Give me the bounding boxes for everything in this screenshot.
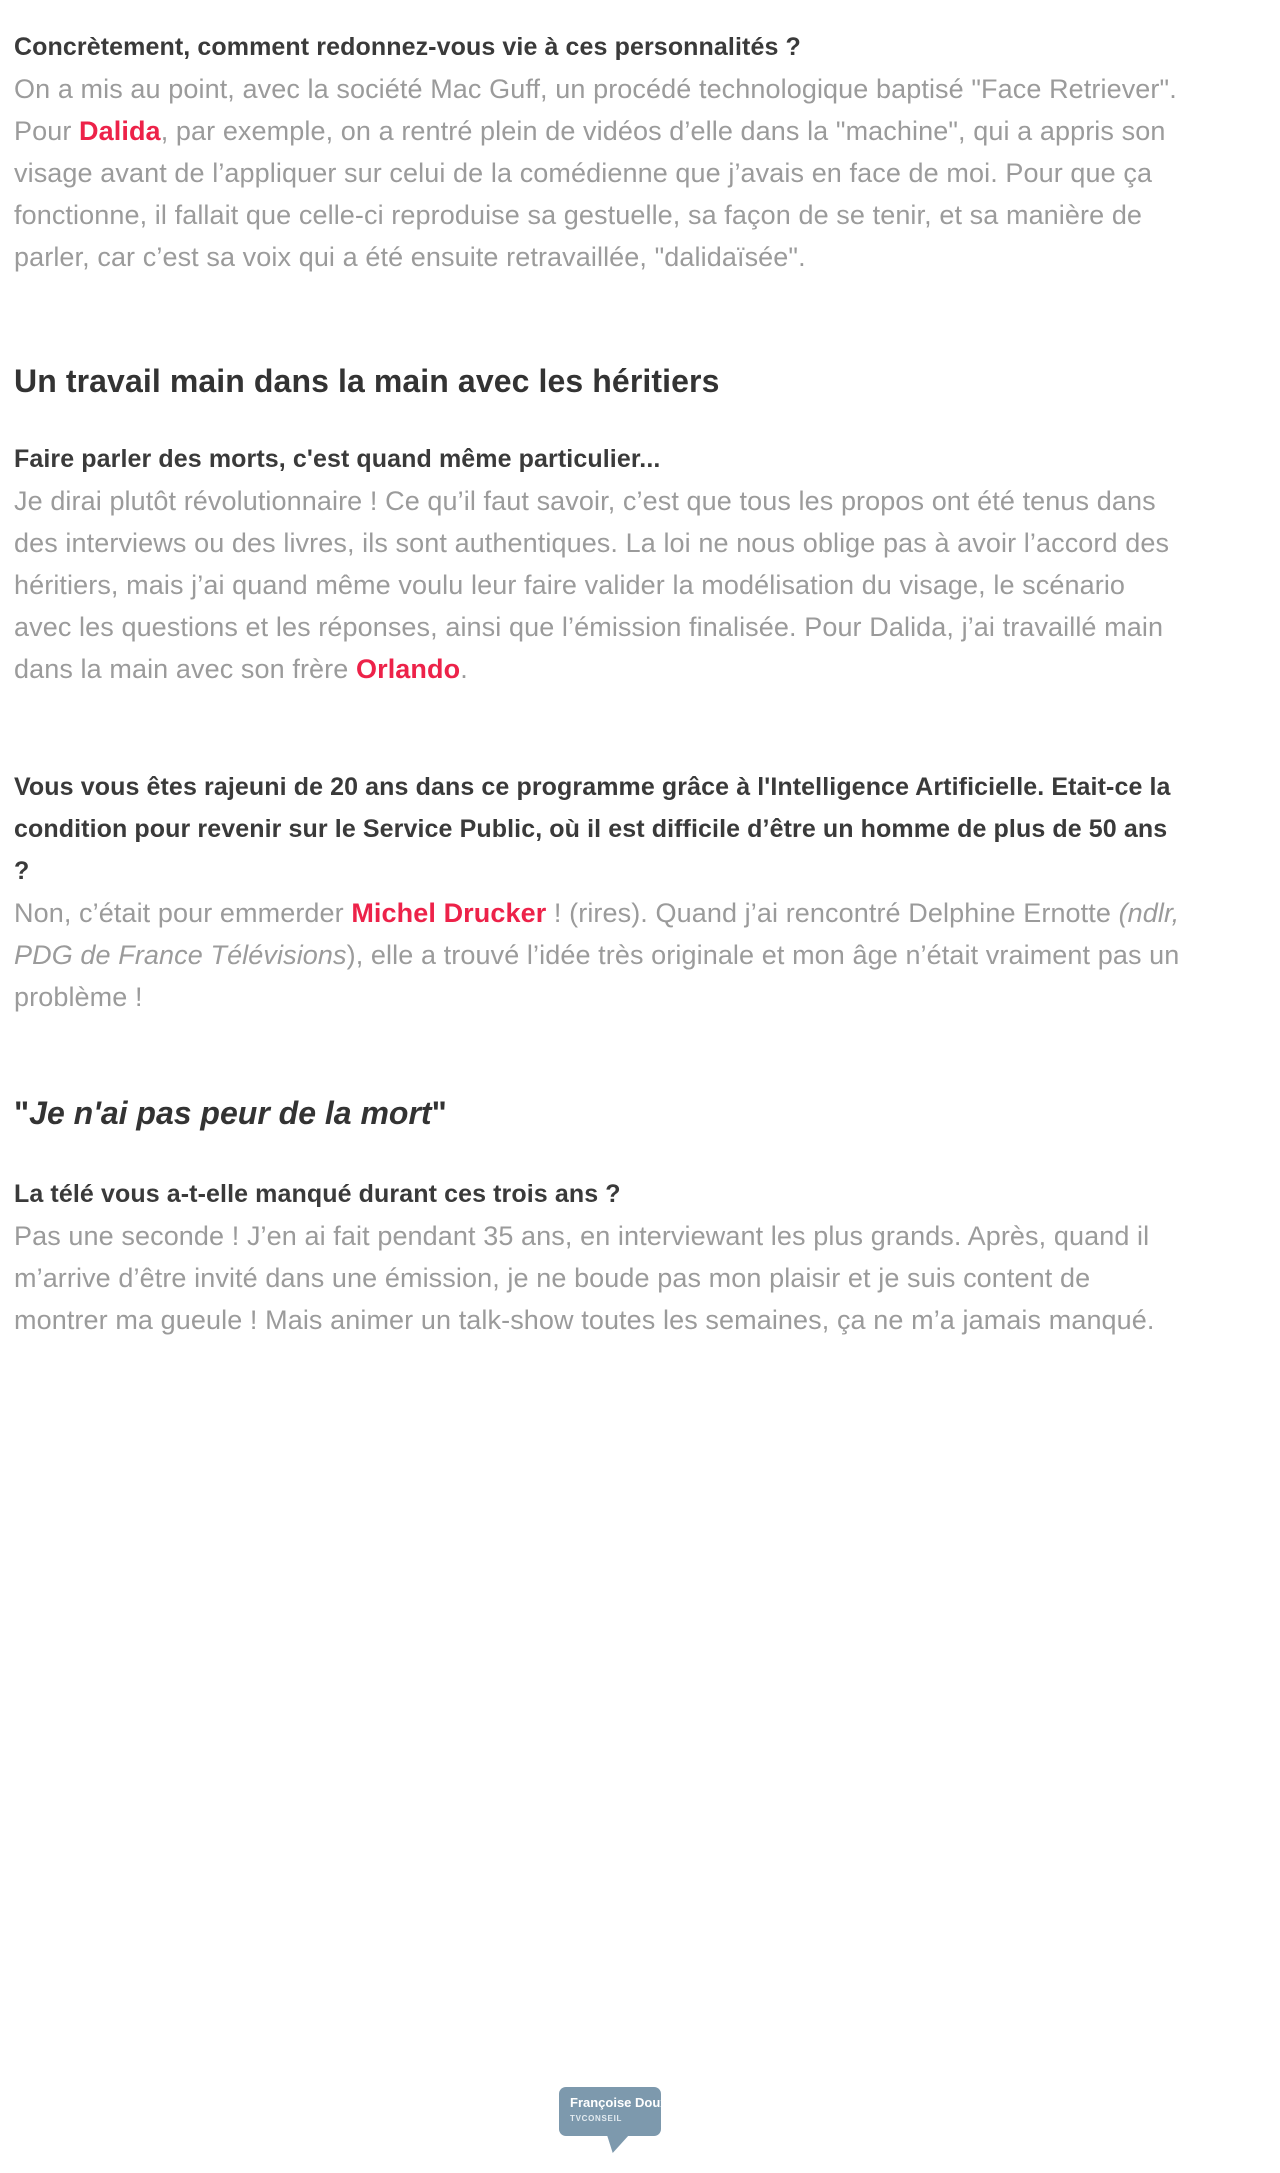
answer-paragraph-4: Pas une seconde ! J’en ai fait pendant 35 ans, en interviewant les plus grands. Après, quand il m’arrive d’être invité dans une émission, je ne boude pas mon plaisir et je suis content de montrer ma gueule ! Mais animer un talk-show toutes les semaines, ça ne m’a jamais manqué. bbox=[14, 1221, 1155, 1335]
interview-question-3: Vous vous êtes rajeuni de 20 ans dans ce programme grâce à l'Intelligence Artificielle. Etait-ce la condition pour revenir sur le Service Public, où il est difficile d’être un homme de plus de 50 ans ? bbox=[14, 773, 1171, 885]
orlando-link[interactable]: Orlando bbox=[355, 654, 461, 684]
answer-2-text-end: . bbox=[460, 654, 468, 684]
ndlr-note: (ndlr, PDG de France Télévisions bbox=[14, 898, 1180, 970]
answer-paragraph-2 bbox=[14, 480, 1180, 690]
answer-paragraph-3 bbox=[14, 892, 1180, 1018]
logo-tagline: TVCONSEIL bbox=[570, 2114, 623, 2123]
quote-heading bbox=[14, 1090, 1180, 1136]
tvconseil-logo[interactable] bbox=[559, 2087, 668, 2153]
answer-2-text-start: Je dirai plutôt révolutionnaire ! Ce qu’il faut savoir, c’est que tous les propos ont été tenus dans des interviews ou des livres, ils sont authentiques. La loi ne nous oblige pas à avoir l’accord des héritiers, mais j’ai quand même voulu leur faire valider la modélisation du visage, le scénario avec les questions et les réponses, ainsi que l’émission finalisée. Pour Dalida, j’ai travaillé main dans la main avec son frère bbox=[14, 486, 1170, 684]
answer-1-text-end: , par exemple, on a rentré plein de vidéos d’elle dans la "machine", qui a appris son visage avant de l’appliquer sur celui de la comédienne que j’avais en face de moi. Pour que ça fonctionne, il fallait que celle-ci reproduise sa gestuelle, sa façon de se tenir, et sa manière de parler, car c’est sa voix qui a été ensuite retravaillée, "dalidaïsée". bbox=[14, 116, 1166, 272]
quote-close: " bbox=[431, 1095, 447, 1131]
answer-3-text-start: Non, c’était pour emmerder bbox=[14, 898, 352, 928]
section-heading-heritiers: Un travail main dans la main avec les héritiers bbox=[14, 363, 720, 399]
answer-1-text-start: On a mis au point, avec la société Mac Guff, un procédé technologique baptisé "Face Retriever". Pour bbox=[14, 74, 1177, 146]
logo-name: Françoise Doux bbox=[570, 2095, 668, 2110]
answer-3-text-mid: ! (rires). Quand j’ai rencontré Delphine Ernotte bbox=[546, 898, 1119, 928]
quote-text: Je n'ai pas peur de la mort bbox=[29, 1095, 432, 1131]
dalida-link[interactable]: Dalida bbox=[79, 116, 161, 146]
quote-open: " bbox=[14, 1095, 30, 1131]
interview-question-4: La télé vous a-t-elle manqué durant ces trois ans ? bbox=[14, 1180, 621, 1208]
answer-3-text-end: ), elle a trouvé l’idée très originale et mon âge n’était vraiment pas un problème ! bbox=[14, 940, 1180, 1012]
speech-bubble bbox=[559, 2087, 668, 2136]
interview-question-1: Concrètement, comment redonnez-vous vie à ces personnalités ? bbox=[14, 33, 801, 61]
answer-paragraph-1 bbox=[14, 68, 1180, 278]
interview-question-2: Faire parler des morts, c'est quand même particulier... bbox=[14, 445, 661, 473]
speech-bubble-tail-icon bbox=[607, 2135, 629, 2153]
michel-drucker-link[interactable]: Michel Drucker bbox=[351, 898, 547, 928]
